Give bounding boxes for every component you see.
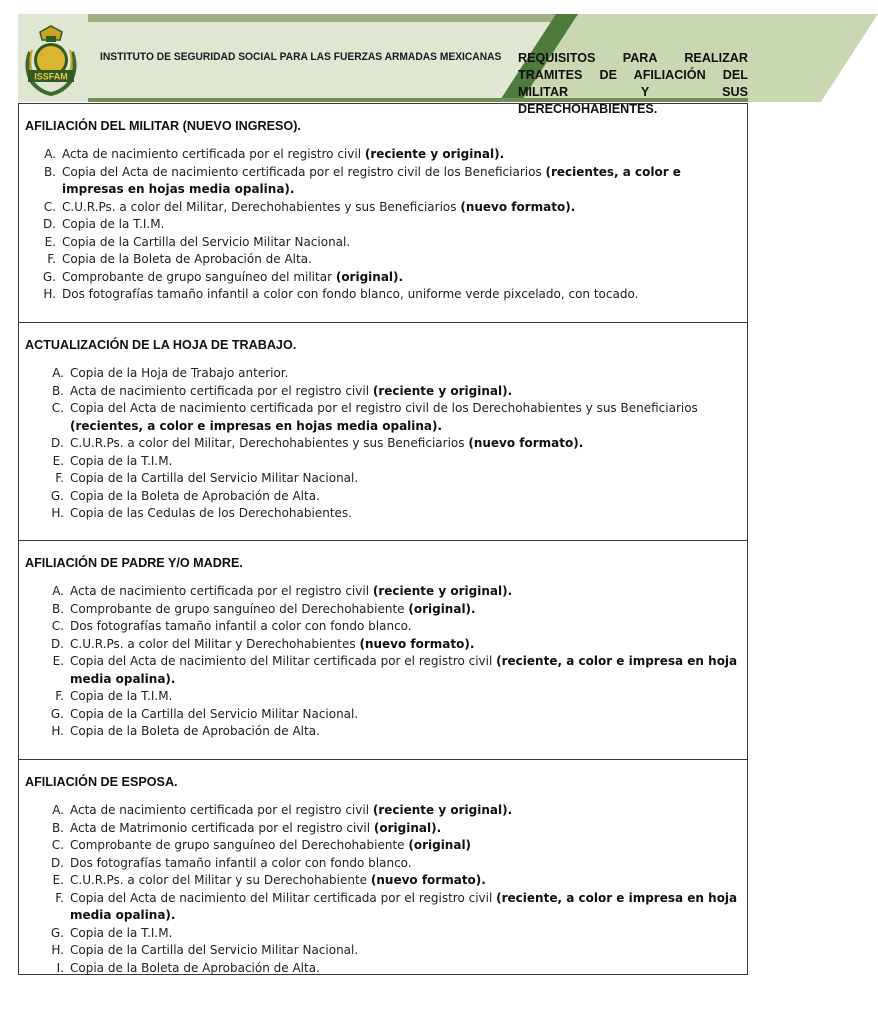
- requirement-plain-text: Dos fotografías tamaño infantil a color con fondo blanco.: [70, 855, 412, 870]
- requirement-item: [25, 723, 741, 741]
- requirement-item: [25, 960, 741, 978]
- requirement-letter: A.: [52, 584, 64, 598]
- requirement-text: [62, 146, 741, 164]
- requirement-text: [70, 653, 741, 688]
- requirement-letter: F.: [55, 689, 64, 703]
- requirement-text: [62, 216, 741, 234]
- requirement-text: [70, 942, 741, 960]
- requirement-text: [70, 365, 741, 383]
- requirement-plain-text: Copia del Acta de nacimiento del Militar certificada por el registro civil: [70, 890, 497, 905]
- requirement-text: [62, 286, 741, 304]
- requirement-item: [25, 216, 741, 234]
- requirement-item: [25, 234, 741, 252]
- requirement-bold-note: (nuevo formato).: [370, 873, 486, 887]
- requirement-text: [70, 618, 741, 636]
- requirement-item: [25, 837, 741, 855]
- requirement-item: [25, 890, 741, 925]
- requirement-plain-text: C.U.R.Ps. a color del Militar, Derechohabientes y sus Beneficiarios: [70, 436, 469, 450]
- requirement-letter: A.: [44, 147, 56, 161]
- requirement-item: [25, 583, 741, 601]
- requirement-item: [25, 601, 741, 619]
- requirement-plain-text: C.U.R.Ps. a color del Militar, Derechohabientes y sus Beneficiarios: [62, 199, 461, 214]
- requirement-plain-text: C.U.R.Ps. a color del Militar y su Derechohabiente: [70, 873, 371, 887]
- requirement-plain-text: Copia de la Boleta de Aprobación de Alta.: [70, 488, 320, 503]
- requirement-item: [25, 488, 741, 506]
- requirement-text: [62, 251, 741, 269]
- requirement-plain-text: Acta de nacimiento certificada por el registro civil: [70, 584, 373, 598]
- requirement-letter: I.: [56, 960, 64, 975]
- requirement-item: [25, 365, 741, 383]
- requirement-plain-text: Acta de nacimiento certificada por el registro civil: [62, 147, 365, 161]
- requirement-letter: B.: [51, 820, 64, 835]
- requirement-letter: A.: [52, 366, 64, 380]
- requirement-letter: G.: [50, 706, 64, 721]
- requirement-plain-text: Copia de la Boleta de Aprobación de Alta.: [70, 724, 320, 738]
- requirement-text: [70, 706, 741, 724]
- document-header: [18, 14, 748, 116]
- requirement-bold-note: (original).: [373, 820, 442, 835]
- requirement-plain-text: Comprobante de grupo sanguíneo del militar: [62, 269, 336, 284]
- requirement-text: [70, 383, 741, 401]
- requirement-letter: C.: [51, 619, 64, 633]
- logo-text: ISSFAM: [34, 71, 68, 82]
- requirement-plain-text: Copia del Acta de nacimiento del Militar certificada por el registro civil: [70, 654, 497, 668]
- requirement-letter: H.: [51, 724, 64, 738]
- requirement-letter: E.: [52, 873, 64, 887]
- requirement-letter: E.: [52, 453, 64, 468]
- requirement-plain-text: Acta de Matrimonio certificada por el registro civil: [70, 820, 374, 835]
- requirements-list: [25, 802, 741, 977]
- requirement-letter: B.: [51, 383, 64, 398]
- requirement-bold-note: (recientes, a color e impresas en hojas media opalina).: [70, 418, 443, 433]
- requirement-text: [70, 872, 741, 890]
- requirements-list: [25, 583, 741, 741]
- requirement-item: [25, 435, 741, 453]
- issfam-seal-icon: [22, 22, 80, 96]
- requirement-text: [70, 820, 741, 838]
- requirement-item: [25, 505, 741, 523]
- requirement-letter: C.: [51, 838, 64, 852]
- requirement-letter: F.: [55, 471, 64, 485]
- requirement-text: [70, 601, 741, 619]
- requirement-text: [70, 855, 741, 873]
- requirement-item: [25, 942, 741, 960]
- requirement-item: [25, 706, 741, 724]
- section-title: AFILIACIÓN DE ESPOSA.: [25, 775, 178, 789]
- requirement-letter: D.: [50, 855, 64, 870]
- requirement-plain-text: Copia de la Hoja de Trabajo anterior.: [70, 366, 289, 380]
- section-afiliacion-militar: [19, 104, 747, 323]
- requirement-letter: G.: [42, 269, 56, 284]
- requirement-plain-text: Copia de la T.I.M.: [62, 217, 165, 231]
- document-title-line: TRAMITES DE AFILIACIÓN DEL: [518, 68, 748, 82]
- requirement-plain-text: Copia de la Boleta de Aprobación de Alta.: [70, 960, 320, 975]
- section-title: AFILIACIÓN DE PADRE Y/O MADRE.: [25, 556, 243, 570]
- requirement-item: [25, 925, 741, 943]
- requirements-list: [25, 365, 741, 523]
- requirement-text: [70, 636, 741, 654]
- requirement-plain-text: C.U.R.Ps. a color del Militar y Derechohabientes: [70, 636, 360, 651]
- requirement-item: [25, 164, 741, 199]
- requirement-item: [25, 146, 741, 164]
- requirement-text: [70, 723, 741, 741]
- section-actualizacion-hoja: [19, 323, 747, 541]
- requirement-text: [70, 435, 741, 453]
- requirement-plain-text: Comprobante de grupo sanguíneo del Derechohabiente: [70, 601, 409, 616]
- requirement-plain-text: Copia del Acta de nacimiento certificada por el registro civil de los Beneficiarios: [62, 164, 546, 179]
- section-afiliacion-padres: [19, 541, 747, 760]
- requirement-item: [25, 820, 741, 838]
- requirement-bold-note: (reciente y original).: [372, 803, 513, 817]
- requirement-text: [70, 583, 741, 601]
- requirement-plain-text: Copia de la Cartilla del Servicio Militar Nacional.: [70, 471, 359, 485]
- requirement-text: [70, 688, 741, 706]
- requirement-letter: F.: [55, 890, 64, 905]
- requirement-plain-text: Copia de la Boleta de Aprobación de Alta.: [62, 252, 312, 266]
- requirement-text: [62, 164, 741, 199]
- requirement-letter: H.: [43, 287, 56, 301]
- requirement-plain-text: Copia de la Cartilla del Servicio Militar Nacional.: [70, 706, 359, 721]
- requirement-bold-note: (original).: [408, 601, 476, 616]
- requirement-plain-text: Acta de nacimiento certificada por el registro civil: [70, 383, 373, 398]
- requirement-text: [70, 837, 741, 855]
- requirement-item: [25, 199, 741, 217]
- requirement-letter: F.: [47, 252, 56, 266]
- requirement-letter: D.: [50, 636, 64, 651]
- requirement-plain-text: Acta de nacimiento certificada por el registro civil: [70, 803, 373, 817]
- requirement-plain-text: Copia de la T.I.M.: [70, 925, 173, 940]
- requirement-text: [70, 470, 741, 488]
- requirement-text: [62, 269, 741, 287]
- requirement-letter: D.: [42, 217, 56, 231]
- requirement-plain-text: Copia del Acta de nacimiento certificada por el registro civil de los Derechohabientes y sus Beneficiarios: [70, 401, 698, 415]
- requirement-plain-text: Copia de la Cartilla del Servicio Militar Nacional.: [62, 234, 351, 249]
- requirement-bold-note: (nuevo formato).: [460, 199, 576, 214]
- section-title: AFILIACIÓN DEL MILITAR (NUEVO INGRESO).: [25, 119, 301, 133]
- requirement-text: [70, 488, 741, 506]
- requirement-plain-text: Copia de la T.I.M.: [70, 689, 173, 703]
- requirement-text: [70, 400, 741, 435]
- requirement-text: [70, 802, 741, 820]
- requirement-plain-text: Dos fotografías tamaño infantil a color con fondo blanco.: [70, 619, 412, 633]
- requirement-plain-text: Comprobante de grupo sanguíneo del Derechohabiente: [70, 838, 409, 852]
- requirement-plain-text: Copia de la T.I.M.: [70, 453, 173, 468]
- requirement-item: [25, 802, 741, 820]
- requirement-item: [25, 286, 741, 304]
- requirement-letter: G.: [50, 488, 64, 503]
- requirement-plain-text: Dos fotografías tamaño infantil a color con fondo blanco, uniforme verde pixcelado, con tocado.: [62, 287, 639, 301]
- requirement-letter: D.: [50, 436, 64, 450]
- requirement-item: [25, 653, 741, 688]
- requirement-bold-note: (reciente, a color e impresa en hoja media opalina).: [70, 654, 738, 686]
- section-afiliacion-esposa: [19, 760, 747, 974]
- requirement-item: [25, 636, 741, 654]
- requirement-text: [70, 505, 741, 523]
- requirement-bold-note: (nuevo formato).: [468, 436, 584, 450]
- requirement-letter: A.: [52, 803, 64, 817]
- requirement-letter: H.: [51, 943, 64, 957]
- requirement-item: [25, 453, 741, 471]
- requirements-table: [18, 103, 748, 975]
- issfam-logo: [22, 22, 80, 96]
- requirement-letter: H.: [51, 506, 64, 520]
- requirement-letter: G.: [50, 925, 64, 940]
- requirement-bold-note: (recientes, a color e impresas en hojas media opalina).: [62, 164, 681, 196]
- requirement-item: [25, 618, 741, 636]
- requirement-item: [25, 251, 741, 269]
- requirement-item: [25, 383, 741, 401]
- organization-name: INSTITUTO DE SEGURIDAD SOCIAL PARA LAS FUERZAS ARMADAS MEXICANAS: [100, 51, 502, 63]
- requirement-text: [62, 234, 741, 252]
- requirement-item: [25, 872, 741, 890]
- requirement-letter: E.: [52, 654, 64, 668]
- requirement-text: [70, 960, 741, 978]
- requirement-plain-text: Copia de las Cedulas de los Derechohabientes.: [70, 506, 352, 520]
- requirements-list: [25, 146, 741, 304]
- requirement-bold-note: (reciente y original).: [364, 147, 505, 161]
- requirement-text: [70, 925, 741, 943]
- requirement-bold-note: (reciente y original).: [372, 584, 513, 598]
- requirement-item: [25, 470, 741, 488]
- requirement-text: [70, 453, 741, 471]
- requirement-plain-text: Copia de la Cartilla del Servicio Militar Nacional.: [70, 943, 359, 957]
- requirement-item: [25, 269, 741, 287]
- document-title-line: REQUISITOS PARA REALIZAR: [518, 51, 748, 65]
- section-title: ACTUALIZACIÓN DE LA HOJA DE TRABAJO.: [25, 338, 297, 352]
- requirement-item: [25, 855, 741, 873]
- requirement-letter: C.: [51, 401, 64, 415]
- requirement-bold-note: (original).: [335, 269, 404, 284]
- requirement-letter: C.: [43, 199, 56, 214]
- requirement-text: [70, 890, 741, 925]
- requirement-letter: B.: [43, 164, 56, 179]
- requirement-bold-note: (reciente, a color e impresa en hoja media opalina).: [70, 890, 738, 922]
- requirement-item: [25, 400, 741, 435]
- requirement-bold-note: (nuevo formato).: [359, 636, 475, 651]
- requirement-bold-note: (reciente y original).: [372, 383, 513, 398]
- requirement-item: [25, 688, 741, 706]
- requirement-letter: E.: [44, 234, 56, 249]
- document-title-line: MILITAR Y SUS DERECHOHABIENTES.: [518, 85, 748, 116]
- requirement-bold-note: (original): [408, 838, 472, 852]
- requirement-letter: B.: [51, 601, 64, 616]
- requirement-text: [62, 199, 741, 217]
